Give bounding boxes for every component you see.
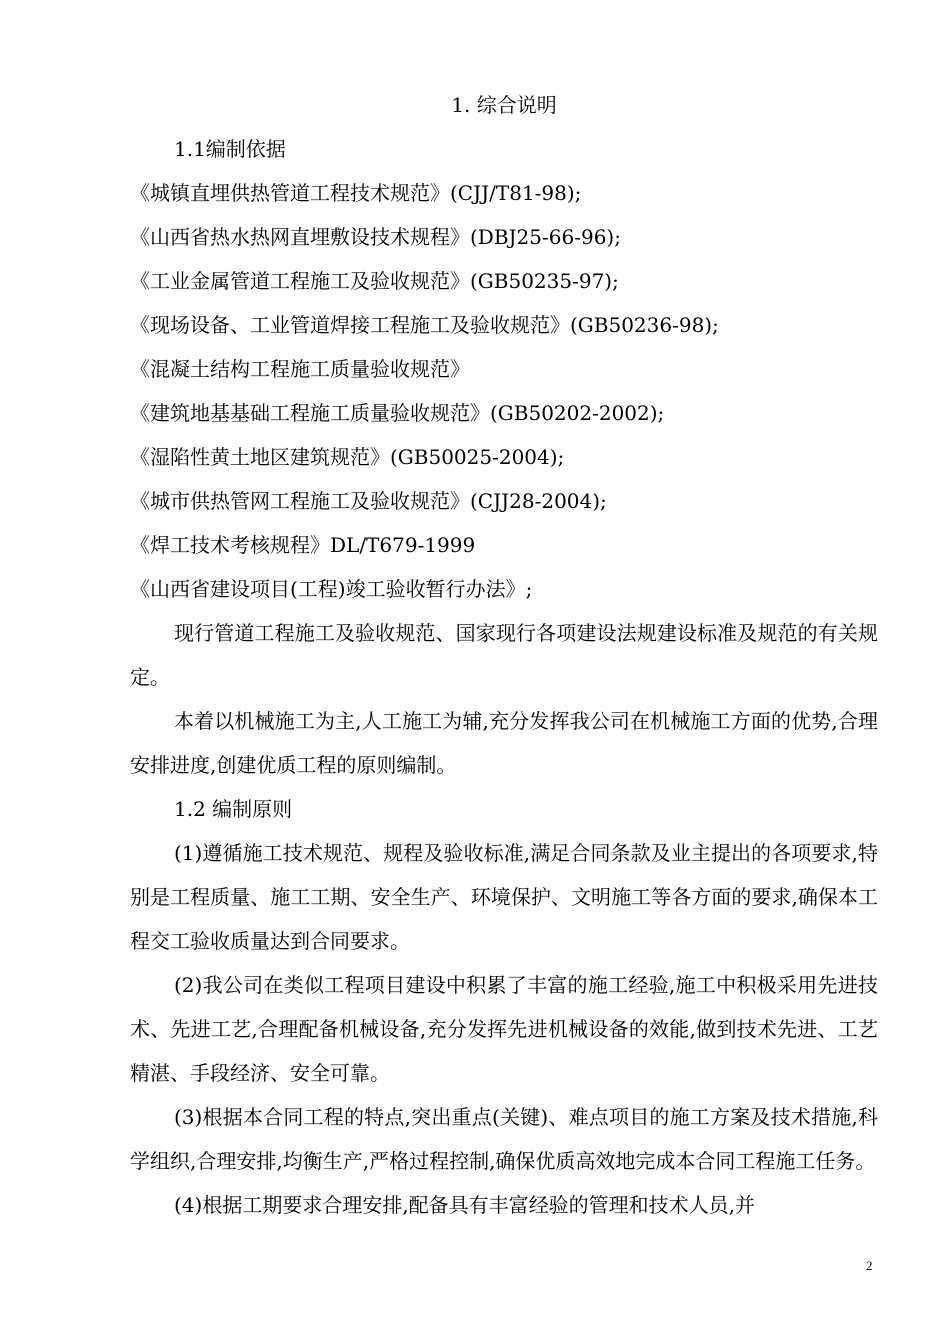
section-1-1-heading: 1.1编制依据 <box>174 137 286 161</box>
document-body <box>130 83 878 1227</box>
reference-item: 《混凝土结构工程施工质量验收规范》 <box>130 357 470 381</box>
reference-item: 《城镇直埋供热管道工程技术规范》(CJJ/T81-98); <box>130 181 582 205</box>
principle-paragraph: (4)根据工期要求合理安排,配备具有丰富经验的管理和技术人员,并 <box>174 1193 756 1217</box>
reference-item: 《焊工技术考核规程》DL/T679-1999 <box>130 533 476 557</box>
principle-paragraph: (2)我公司在类似工程项目建设中积累了丰富的施工经验,施工中积极采用先进技术、先进工艺,合理配备机械设备,充分发挥先进机械设备的效能,做到技术先进、工艺精湛、手段经济、安全可靠。 <box>130 973 878 1085</box>
reference-item: 《湿陷性黄土地区建筑规范》(GB50025-2004); <box>130 445 565 469</box>
page-number: 2 <box>866 1258 873 1273</box>
body-paragraph: 现行管道工程施工及验收规范、国家现行各项建设法规建设标准及规范的有关规定。 <box>130 621 878 689</box>
reference-item: 《山西省热水热网直埋敷设技术规程》(DBJ25-66-96); <box>130 225 621 249</box>
reference-item: 《工业金属管道工程施工及验收规范》(GB50235-97); <box>130 269 619 293</box>
reference-item: 《山西省建设项目(工程)竣工验收暂行办法》; <box>130 577 533 601</box>
reference-item: 《城市供热管网工程施工及验收规范》(CJJ28-2004); <box>130 489 607 513</box>
section-title: 1. 综合说明 <box>451 93 557 117</box>
reference-item: 《现场设备、工业管道焊接工程施工及验收规范》(GB50236-98); <box>130 313 719 337</box>
section-1-2-heading: 1.2 编制原则 <box>174 797 293 821</box>
body-paragraph: 本着以机械施工为主,人工施工为辅,充分发挥我公司在机械施工方面的优势,合理安排进度,创建优质工程的原则编制。 <box>130 709 878 777</box>
principle-paragraph: (1)遵循施工技术规范、规程及验收标准,满足合同条款及业主提出的各项要求,特别是工程质量、施工工期、安全生产、环境保护、文明施工等各方面的要求,确保本工程交工验收质量达到合同要求。 <box>130 841 878 953</box>
reference-item: 《建筑地基基础工程施工质量验收规范》(GB50202-2002); <box>130 401 665 425</box>
principle-paragraph: (3)根据本合同工程的特点,突出重点(关键)、难点项目的施工方案及技术措施,科学组织,合理安排,均衡生产,严格过程控制,确保优质高效地完成本合同工程施工任务。 <box>130 1105 878 1173</box>
